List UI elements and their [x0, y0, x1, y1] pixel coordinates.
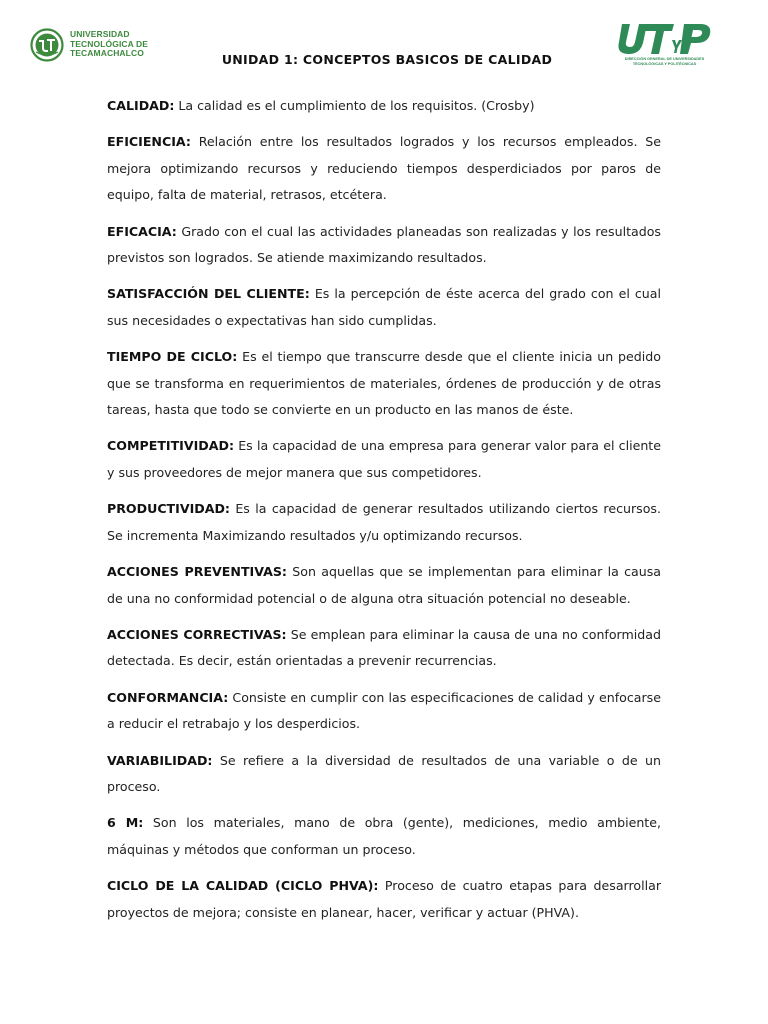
definition-term: SATISFACCIÓN DEL CLIENTE: [107, 286, 310, 302]
definition-text: Consiste en cumplir con las especificaciones de calidad y enfocarse a reducir el retrabajo y los desperdicios. [107, 689, 661, 732]
utp-subtitle-line: TECNOLÓGICAS Y POLITÉCNICAS [632, 61, 697, 66]
definition-term: ACCIONES PREVENTIVAS: [107, 564, 287, 580]
definition-item [107, 873, 661, 926]
definition-text: Grado con el cual las actividades planeadas son realizadas y los resultados previstos son logrados. Se atiende maximizando resultados. [107, 223, 661, 266]
definition-item [107, 622, 661, 675]
definition-term: EFICIENCIA: [107, 134, 191, 150]
definition-term: COMPETITIVIDAD: [107, 438, 234, 454]
utp-subtitle-line: DIRECCIÓN GENERAL DE UNIVERSIDADES [624, 57, 705, 61]
definition-text: Proceso de cuatro etapas para desarrollar proyectos de mejora; consiste en planear, hacer, verificar y actuar (PHVA). [107, 878, 661, 920]
definition-item [107, 129, 661, 208]
definition-term: PRODUCTIVIDAD: [107, 501, 230, 517]
definition-text: Relación entre los resultados logrados y los recursos empleados. Se mejora optimizando recursos y reduciendo tiempos desperdiciados por paros de equipo, falta de material, retrasos, etcétera. [107, 134, 661, 203]
definition-item [107, 433, 661, 486]
page-title: UNIDAD 1: CONCEPTOS BASICOS DE CALIDAD [221, 52, 553, 67]
definition-item [107, 496, 661, 549]
definition-term: CICLO DE LA CALIDAD (CICLO PHVA): [107, 878, 379, 894]
definition-term: TIEMPO DE CICLO: [107, 349, 238, 365]
definition-term: CALIDAD: [107, 98, 175, 113]
definition-item [107, 559, 661, 612]
definition-text: Es la capacidad de una empresa para generar valor para el cliente y sus proveedores de mejor manera que sus competidores. [107, 438, 661, 480]
university-name-line: TECAMACHALCO [70, 48, 144, 58]
definition-term: EFICACIA: [107, 223, 177, 239]
utp-logo-subtitle [612, 57, 717, 66]
definition-item [107, 685, 661, 738]
definition-text: Se emplean para eliminar la causa de una no conformidad detectada. Es decir, están orientadas a prevenir recurrencias. [107, 626, 661, 669]
definition-text: Es el tiempo que transcurre desde que el cliente inicia un pedido que se transforma en requerimientos de materiales, órdenes de producción y de otras tareas, hasta que todo se convierte en un producto en las manos de éste. [107, 349, 661, 418]
utp-logo-mark-icon [612, 20, 717, 56]
definition-term: CONFORMANCIA: [107, 689, 229, 705]
definition-item [107, 748, 661, 801]
definition-text: Se refiere a la diversidad de resultados de una variable o de un proceso. [107, 752, 661, 794]
definition-text: Son aquellas que se implementan para eliminar la causa de una no conformidad potencial o de alguna otra situación potencial no deseable. [107, 564, 662, 606]
definition-item [107, 281, 661, 334]
definition-item [107, 344, 661, 423]
definitions-list [107, 93, 661, 936]
definition-text: Es la percepción de éste acerca del grado con el cual sus necesidades o expectativas han sido cumplidas. [107, 286, 661, 328]
definition-text: Es la capacidad de generar resultados utilizando ciertos recursos. Se incrementa Maximizando resultados y/u optimizando recursos. [107, 501, 661, 543]
definition-term: 6 M: [107, 815, 144, 831]
page-header [0, 0, 768, 90]
utp-logo [612, 20, 717, 72]
definition-text: La calidad es el cumplimiento de los requisitos. (Crosby) [174, 98, 535, 113]
definition-item [107, 810, 661, 863]
university-name-line: UNIVERSIDAD [70, 29, 130, 39]
definition-item [107, 219, 661, 272]
definition-term: ACCIONES CORRECTIVAS: [107, 626, 287, 642]
definition-term: VARIABILIDAD: [107, 752, 213, 768]
definition-item [107, 93, 661, 119]
university-name-line: TECNOLÓGICA DE [70, 38, 149, 49]
definition-text: Son los materiales, mano de obra (gente), mediciones, medio ambiente, máquinas y métodos que conforman un proceso. [107, 815, 661, 857]
